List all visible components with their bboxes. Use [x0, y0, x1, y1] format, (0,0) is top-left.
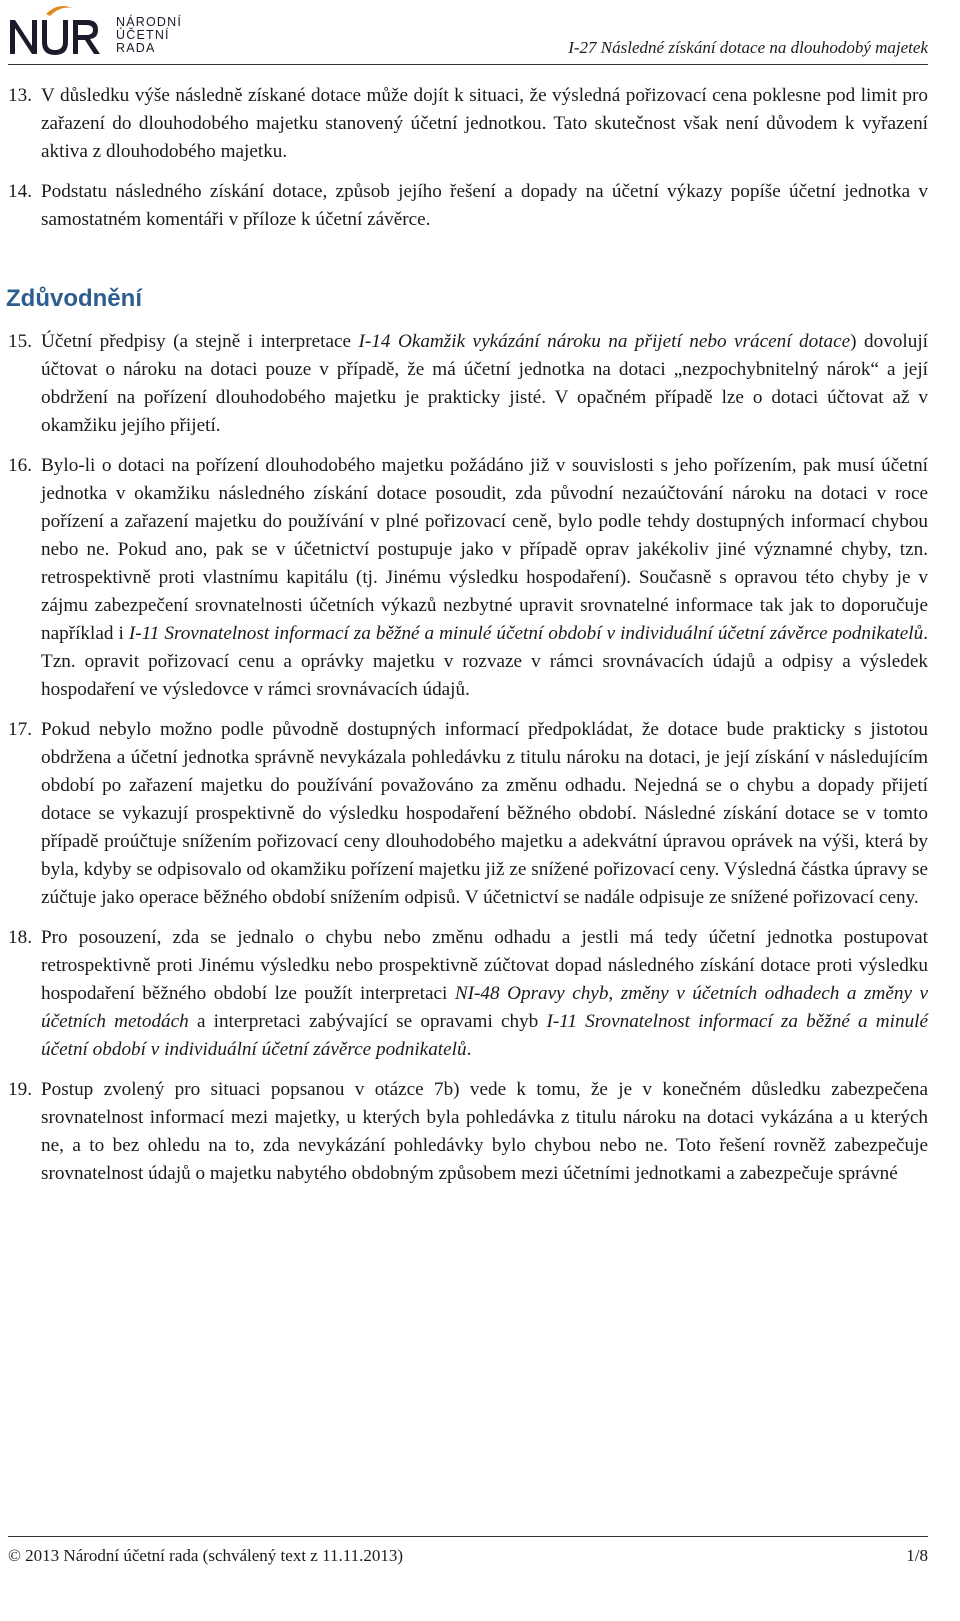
text-run: ) dovolují účtovat o nároku na dotaci pouze v případě, že má účetní jednotka na dotaci „nezpochybnitelný nárok“ a její obdržení na pořízení dlouhodobého majetku je prakticky jisté. V opačném případě lze o dotaci účtovat až v okamžiku jejího přijetí. [41, 331, 928, 436]
paragraph-number: 17. [8, 719, 32, 740]
text-run: Účetní předpisy (a stejně i interpretace [41, 331, 359, 352]
header-divider [8, 64, 928, 65]
footer-divider [8, 1536, 928, 1537]
paragraph-number: 19. [8, 1079, 32, 1100]
page-number: 1/8 [906, 1546, 928, 1565]
interpretation-reference: I-11 Srovnatelnost informací za běžné a minulé účetní období v individuální účetní závěrce podnikatelů [128, 623, 924, 644]
interpretation-reference: I-14 Okamžik vykázání nároku na přijetí nebo vrácení dotace [358, 331, 851, 352]
nur-logo [6, 4, 186, 60]
paragraph-number: 14. [8, 181, 32, 202]
document-title: I-27 Následné získání dotace na dlouhodobý majetek [568, 38, 928, 57]
text-run: Bylo-li o dotaci na pořízení dlouhodobého majetku požádáno již v souvislosti s jeho pořízením, pak musí účetní jednotka v okamžiku následného získání dotace posoudit, zda původní nezaúčtování nároku na dotaci v roce pořízení a zařazení majetku do používání v plné pořizovací ceně, bylo podle tehdy dostupných informací chybou nebo ne. Pokud ano, pak se v účetnictví postupuje jako v případě oprav jakékoliv jiné významné chyby, tzn. retrospektivně proti vlastnímu kapitálu (tj. Jinému výsledku hospodaření). Současně s opravou této chyby je v zájmu zabezpečení srovnatelnosti účetních výkazů nezbytné upravit srovnatelné informace tak jak to doporučuje například i [41, 455, 928, 644]
paragraph-text: V důsledku výše následně získané dotace může dojít k situaci, že výsledná pořizovací cena poklesne pod limit pro zařazení do dlouhodobého majetku stanovený účetní jednotkou. Tato skutečnost však není důvodem k vyřazení aktiva z dlouhodobého majetku. [41, 85, 928, 162]
interpretation-reference: NI-48 Opravy chyb, změny v účetních odhadech a změny v účetních metodách [41, 983, 928, 1032]
paragraph-17 [8, 716, 928, 912]
paragraph-13 [8, 82, 928, 166]
paragraph-text: Podstatu následného získání dotace, způsob jejího řešení a dopady na účetní výkazy popíše účetní jednotka v samostatném komentáři v příloze k účetní závěrce. [41, 181, 928, 230]
paragraph-number: 18. [8, 927, 32, 948]
nur-logo-mark [6, 4, 114, 60]
text-run: . [466, 1039, 472, 1060]
paragraph-16 [8, 452, 928, 704]
logo-wordmark [116, 16, 182, 55]
page-header [0, 0, 960, 66]
interpretation-reference: I-11 Srovnatelnost informací za běžné a minulé účetní období v individuální účetní závěrce podnikatelů [41, 1011, 929, 1060]
section-heading: Zdůvodnění [6, 285, 142, 312]
paragraph-text: Pokud nebylo možno podle původně dostupných informací předpokládat, že dotace bude prakticky s jistotou obdržena a účetní jednotka správně nevykázala pohledávku z titulu nároku na dotaci, je její získání v následujícím období po zařazení majetku do používání považováno za změnu odhadu. Nejedná se o chybu a dopady přijetí dotace se vykazují prospektivně do výsledku hospodaření běžného období. Následné získání dotace se v tomto případě proúčtuje snížením pořizovací ceny dlouhodobého majetku a adekvátní úpravou oprávek na výši, která by byla, kdyby se odpisovalo od okamžiku pořízení majetku již ze snížené pořizovací ceny. Výsledná částka úpravy se zúčtuje jako operace běžného období snížením odpisů. V účetnictví se nadále odpisuje ze snížené pořizovací ceny. [41, 719, 928, 908]
paragraph-text: Postup zvolený pro situaci popsanou v otázce 7b) vede k tomu, že je v konečném důsledku zabezpečena srovnatelnost informací mezi majetky, u kterých byla pohledávka z titulu nároku na dotaci vykázána a u kterých ne, a to bez ohledu na to, zda nevykázání pohledávky bylo chybou nebo ne. Toto řešení rovněž zabezpečuje srovnatelnost údajů o majetku nabytého obdobným způsobem mezi účetními jednotkami a zabezpečuje správné [41, 1079, 928, 1184]
paragraph-text [41, 452, 928, 704]
logo-line-3: RADA [116, 41, 156, 55]
text-run: Pro posouzení, zda se jednalo o chybu nebo změnu odhadu a jestli má tedy účetní jednotka postupovat retrospektivně proti Jinému výsledku nebo prospektivně zúčtovat dopad následného získání dotace proti výsledku hospodaření běžného období lze použít interpretaci [41, 927, 928, 1004]
paragraph-text [41, 328, 928, 440]
paragraph-number: 13. [8, 85, 32, 106]
paragraph-number: 16. [8, 455, 32, 476]
paragraph-15 [8, 328, 928, 440]
text-run: a interpretaci zabývající se opravami chyb [188, 1011, 547, 1032]
document-body [8, 82, 928, 1200]
paragraph-number: 15. [8, 331, 32, 352]
paragraph-14 [8, 178, 928, 234]
paragraph-19 [8, 1076, 928, 1188]
paragraph-18 [8, 924, 928, 1064]
paragraph-text [41, 924, 928, 1064]
text-run: . Tzn. opravit pořizovací cenu a oprávky majetku v rozvaze v rámci srovnávacích údajů a odpisy a výsledek hospodaření ve výsledovce v rámci srovnávacích údajů. [41, 623, 929, 700]
logo-line-2: ÚČETNÍ [116, 28, 170, 42]
footer-copyright: © 2013 Národní účetní rada (schválený text z 11.11.2013) [8, 1546, 403, 1565]
logo-line-1: NÁRODNÍ [116, 15, 183, 29]
